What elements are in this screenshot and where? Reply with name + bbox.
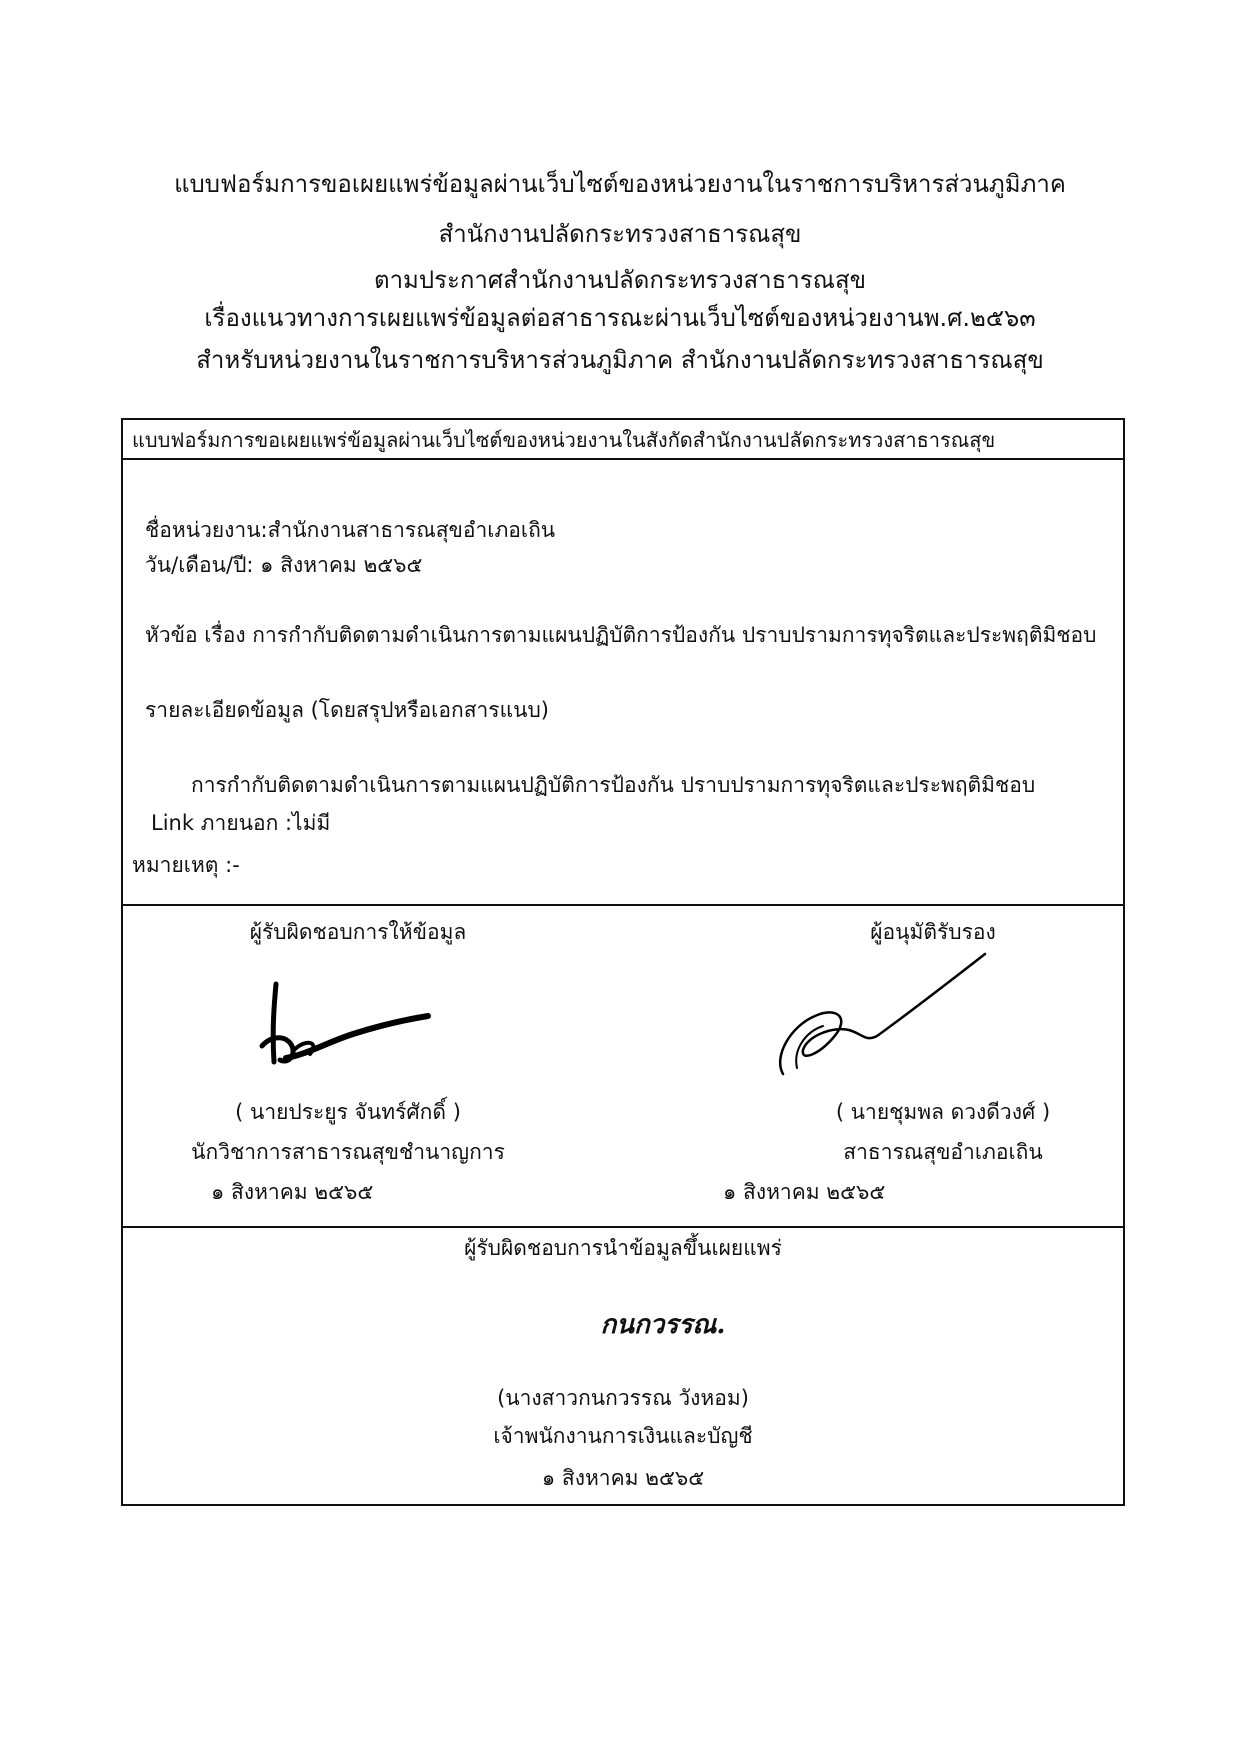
header-line-3: ตามประกาศสำนักงานปลัดกระทรวงสาธารณสุข bbox=[373, 266, 866, 294]
provider-signature bbox=[258, 976, 438, 1076]
detail-label: รายละเอียดข้อมูล (โดยสรุปหรือเอกสารแนบ) bbox=[145, 698, 549, 722]
header-line-5: สำหรับหน่วยงานในราชการบริหารส่วนภูมิภาค สำนักงานปลัดกระทรวงสาธารณสุข bbox=[196, 346, 1044, 374]
date-line: วัน/เดือน/ปี: ๑ สิงหาคม ๒๕๖๕ bbox=[145, 553, 423, 577]
external-link-line: Link ภายนอก :ไม่มี bbox=[151, 811, 331, 835]
approver-date: ๑ สิงหาคม ๒๕๖๕ bbox=[723, 1180, 886, 1204]
provider-date: ๑ สิงหาคม ๒๕๖๕ bbox=[211, 1180, 374, 1204]
approver-signature bbox=[753, 946, 993, 1086]
publisher-cell bbox=[121, 1226, 1125, 1506]
publisher-signature: กนกวรรณ. bbox=[600, 1310, 726, 1340]
form-title-cell bbox=[121, 418, 1125, 460]
remark-line: หมายเหตุ :- bbox=[132, 853, 240, 877]
publisher-name: (นางสาวกนกวรรณ วังหอม) bbox=[497, 1386, 749, 1410]
approver-role-title: ผู้อนุมัติรับรอง bbox=[870, 920, 996, 944]
approver-name: ( นายชุมพล ดวงดีวงศ์ ) bbox=[835, 1100, 1051, 1124]
detail-text: การกำกับติดตามดำเนินการตามแผนปฏิบัติการป้องกัน ปราบปรามการทุจริตและประพฤติมิชอบ bbox=[191, 773, 1036, 797]
header-line-2: สำนักงานปลัดกระทรวงสาธารณสุข bbox=[438, 220, 802, 248]
publisher-position: เจ้าพนักงานการเงินและบัญชี bbox=[493, 1424, 753, 1448]
approver-position: สาธารณสุขอำเภอเถิน bbox=[843, 1140, 1043, 1164]
header-line-4: เรื่องแนวทางการเผยแพร่ข้อมูลต่อสาธารณะผ่านเว็บไซต์ของหน่วยงานพ.ศ.๒๕๖๓ bbox=[204, 304, 1036, 332]
signature-cell bbox=[121, 904, 1125, 1228]
form-content-cell bbox=[121, 458, 1125, 906]
provider-role-title: ผู้รับผิดชอบการให้ข้อมูล bbox=[249, 920, 467, 944]
form-title: แบบฟอร์มการขอเผยแพร่ข้อมูลผ่านเว็บไซต์ของหน่วยงานในสังกัดสำนักงานปลัดกระทรวงสาธารณสุข bbox=[132, 428, 996, 452]
publisher-role-title: ผู้รับผิดชอบการนำข้อมูลขึ้นเผยแพร่ bbox=[464, 1236, 782, 1260]
unit-name-line: ชื่อหน่วยงาน:สำนักงานสาธารณสุขอำเภอเถิน bbox=[145, 518, 556, 542]
provider-position: นักวิชาการสาธารณสุขชำนาญการ bbox=[191, 1140, 505, 1164]
provider-name: ( นายประยูร จันทร์ศักดิ์ ) bbox=[235, 1100, 461, 1124]
header-line-1: แบบฟอร์มการขอเผยแพร่ข้อมูลผ่านเว็บไซต์ของหน่วยงานในราชการบริหารส่วนภูมิภาค bbox=[174, 170, 1066, 198]
topic-line: หัวข้อ เรื่อง การกำกับติดตามดำเนินการตามแผนปฏิบัติการป้องกัน ปราบปรามการทุจริตและประพฤติมิชอบ bbox=[145, 623, 1097, 647]
publisher-date: ๑ สิงหาคม ๒๕๖๕ bbox=[541, 1466, 705, 1490]
